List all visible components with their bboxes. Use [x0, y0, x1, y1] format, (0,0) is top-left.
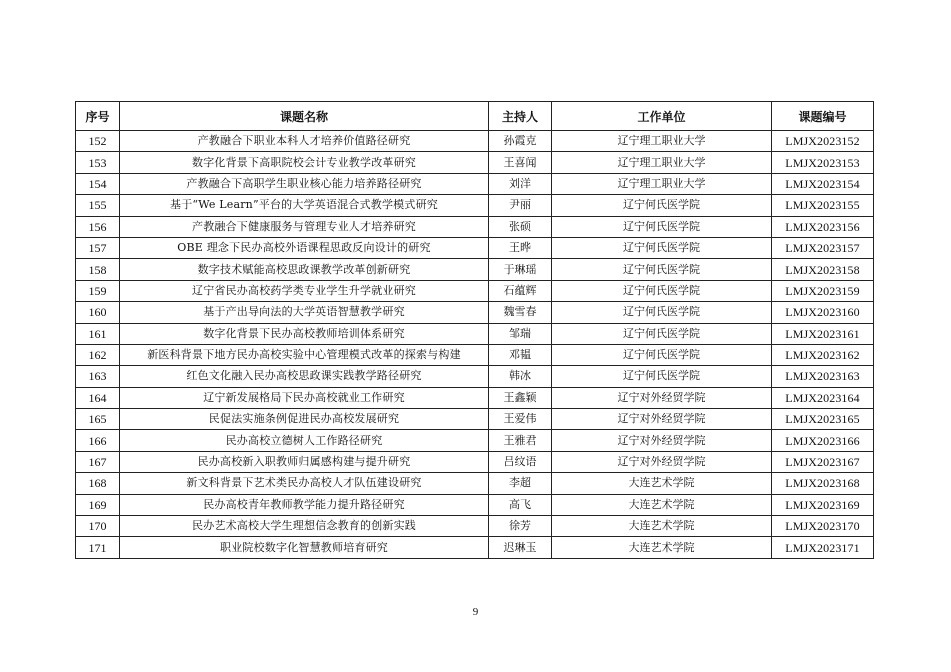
cell-code: LMJX2023166 — [772, 430, 874, 451]
table-body — [76, 131, 874, 559]
cell-no: 167 — [76, 451, 120, 472]
cell-host: 王鑫颖 — [489, 387, 552, 408]
cell-host: 于琳瑶 — [489, 259, 552, 280]
cell-no: 164 — [76, 387, 120, 408]
cell-title: 辽宁新发展格局下民办高校就业工作研究 — [120, 387, 489, 408]
cell-title: 数字化背景下高职院校会计专业教学改革研究 — [120, 152, 489, 173]
cell-no: 153 — [76, 152, 120, 173]
table-row — [76, 494, 874, 515]
cell-host: 魏雪春 — [489, 302, 552, 323]
cell-unit: 大连艺术学院 — [552, 516, 772, 537]
cell-no: 159 — [76, 280, 120, 301]
table-row — [76, 152, 874, 173]
cell-unit: 辽宁何氏医学院 — [552, 237, 772, 258]
cell-code: LMJX2023167 — [772, 451, 874, 472]
cell-title: 辽宁省民办高校药学类专业学生升学就业研究 — [120, 280, 489, 301]
table-header — [76, 102, 874, 131]
header-code: 课题编号 — [772, 102, 874, 131]
table-row — [76, 195, 874, 216]
cell-unit: 大连艺术学院 — [552, 537, 772, 558]
cell-code: LMJX2023162 — [772, 344, 874, 365]
cell-unit: 辽宁何氏医学院 — [552, 259, 772, 280]
cell-no: 169 — [76, 494, 120, 515]
cell-unit: 辽宁理工职业大学 — [552, 173, 772, 194]
cell-title: 民促法实施条例促进民办高校发展研究 — [120, 409, 489, 430]
cell-host: 张硕 — [489, 216, 552, 237]
cell-title: 产教融合下职业本科人才培养价值路径研究 — [120, 131, 489, 152]
cell-code: LMJX2023169 — [772, 494, 874, 515]
cell-title: 新医科背景下地方民办高校实验中心管理模式改革的探索与构建 — [120, 344, 489, 365]
cell-title: 基于产出导向法的大学英语智慧教学研究 — [120, 302, 489, 323]
cell-host: 刘洋 — [489, 173, 552, 194]
cell-host: 邓韫 — [489, 344, 552, 365]
cell-host: 高飞 — [489, 494, 552, 515]
cell-host: 石蕴辉 — [489, 280, 552, 301]
cell-host: 尹丽 — [489, 195, 552, 216]
cell-title: 民办高校青年教师教学能力提升路径研究 — [120, 494, 489, 515]
cell-title: OBE 理念下民办高校外语课程思政反向设计的研究 — [120, 237, 489, 258]
cell-title: 职业院校数字化智慧教师培育研究 — [120, 537, 489, 558]
cell-title: 新文科背景下艺术类民办高校人才队伍建设研究 — [120, 473, 489, 494]
page-number: 9 — [472, 606, 479, 618]
cell-code: LMJX2023165 — [772, 409, 874, 430]
cell-no: 156 — [76, 216, 120, 237]
table-row — [76, 366, 874, 387]
cell-no: 171 — [76, 537, 120, 558]
table-row — [76, 237, 874, 258]
cell-code: LMJX2023159 — [772, 280, 874, 301]
cell-title: 数字技术赋能高校思政课教学改革创新研究 — [120, 259, 489, 280]
cell-no: 154 — [76, 173, 120, 194]
table-row — [76, 173, 874, 194]
cell-code: LMJX2023154 — [772, 173, 874, 194]
cell-no: 157 — [76, 237, 120, 258]
cell-unit: 辽宁何氏医学院 — [552, 366, 772, 387]
cell-unit: 辽宁何氏医学院 — [552, 280, 772, 301]
cell-host: 徐芳 — [489, 516, 552, 537]
cell-unit: 辽宁理工职业大学 — [552, 152, 772, 173]
header-host: 主持人 — [489, 102, 552, 131]
cell-no: 163 — [76, 366, 120, 387]
cell-code: LMJX2023170 — [772, 516, 874, 537]
cell-title: 民办高校立德树人工作路径研究 — [120, 430, 489, 451]
table-row — [76, 323, 874, 344]
cell-no: 155 — [76, 195, 120, 216]
header-no: 序号 — [76, 102, 120, 131]
cell-host: 王喜闻 — [489, 152, 552, 173]
table-row — [76, 216, 874, 237]
cell-host: 邹瑞 — [489, 323, 552, 344]
cell-host: 韩冰 — [489, 366, 552, 387]
cell-code: LMJX2023155 — [772, 195, 874, 216]
table-row — [76, 516, 874, 537]
cell-host: 王雅君 — [489, 430, 552, 451]
project-table — [75, 101, 874, 559]
header-title: 课题名称 — [120, 102, 489, 131]
cell-unit: 大连艺术学院 — [552, 494, 772, 515]
cell-host: 李超 — [489, 473, 552, 494]
header-row — [76, 102, 874, 131]
cell-unit: 辽宁何氏医学院 — [552, 302, 772, 323]
table-row — [76, 473, 874, 494]
cell-title: 数字化背景下民办高校教师培训体系研究 — [120, 323, 489, 344]
cell-title: 红色文化融入民办高校思政课实践教学路径研究 — [120, 366, 489, 387]
cell-unit: 辽宁对外经贸学院 — [552, 387, 772, 408]
table-row — [76, 131, 874, 152]
cell-title: 产教融合下高职学生职业核心能力培养路径研究 — [120, 173, 489, 194]
cell-code: LMJX2023171 — [772, 537, 874, 558]
cell-no: 170 — [76, 516, 120, 537]
table-row — [76, 409, 874, 430]
cell-no: 165 — [76, 409, 120, 430]
cell-host: 王晔 — [489, 237, 552, 258]
cell-no: 152 — [76, 131, 120, 152]
table-row — [76, 302, 874, 323]
cell-host: 孙霞克 — [489, 131, 552, 152]
cell-unit: 辽宁何氏医学院 — [552, 216, 772, 237]
table-row — [76, 387, 874, 408]
cell-unit: 辽宁何氏医学院 — [552, 344, 772, 365]
table-row — [76, 537, 874, 558]
cell-title: 产教融合下健康服务与管理专业人才培养研究 — [120, 216, 489, 237]
cell-code: LMJX2023168 — [772, 473, 874, 494]
cell-no: 161 — [76, 323, 120, 344]
header-unit: 工作单位 — [552, 102, 772, 131]
cell-code: LMJX2023153 — [772, 152, 874, 173]
cell-no: 160 — [76, 302, 120, 323]
cell-unit: 大连艺术学院 — [552, 473, 772, 494]
cell-unit: 辽宁何氏医学院 — [552, 323, 772, 344]
table-row — [76, 451, 874, 472]
cell-code: LMJX2023164 — [772, 387, 874, 408]
cell-host: 王爱伟 — [489, 409, 552, 430]
cell-title: 基于“We Learn”平台的大学英语混合式教学模式研究 — [120, 195, 489, 216]
cell-host: 迟琳玉 — [489, 537, 552, 558]
cell-host: 吕纹语 — [489, 451, 552, 472]
table-row — [76, 344, 874, 365]
cell-code: LMJX2023158 — [772, 259, 874, 280]
cell-no: 168 — [76, 473, 120, 494]
cell-code: LMJX2023152 — [772, 131, 874, 152]
table-row — [76, 259, 874, 280]
cell-unit: 辽宁何氏医学院 — [552, 195, 772, 216]
cell-no: 158 — [76, 259, 120, 280]
cell-unit: 辽宁对外经贸学院 — [552, 430, 772, 451]
cell-unit: 辽宁理工职业大学 — [552, 131, 772, 152]
cell-code: LMJX2023160 — [772, 302, 874, 323]
cell-title: 民办艺术高校大学生理想信念教育的创新实践 — [120, 516, 489, 537]
cell-unit: 辽宁对外经贸学院 — [552, 409, 772, 430]
cell-no: 162 — [76, 344, 120, 365]
cell-code: LMJX2023163 — [772, 366, 874, 387]
table-row — [76, 280, 874, 301]
cell-no: 166 — [76, 430, 120, 451]
cell-code: LMJX2023161 — [772, 323, 874, 344]
cell-unit: 辽宁对外经贸学院 — [552, 451, 772, 472]
cell-code: LMJX2023156 — [772, 216, 874, 237]
table-row — [76, 430, 874, 451]
cell-code: LMJX2023157 — [772, 237, 874, 258]
cell-title: 民办高校新入职教师归属感构建与提升研究 — [120, 451, 489, 472]
